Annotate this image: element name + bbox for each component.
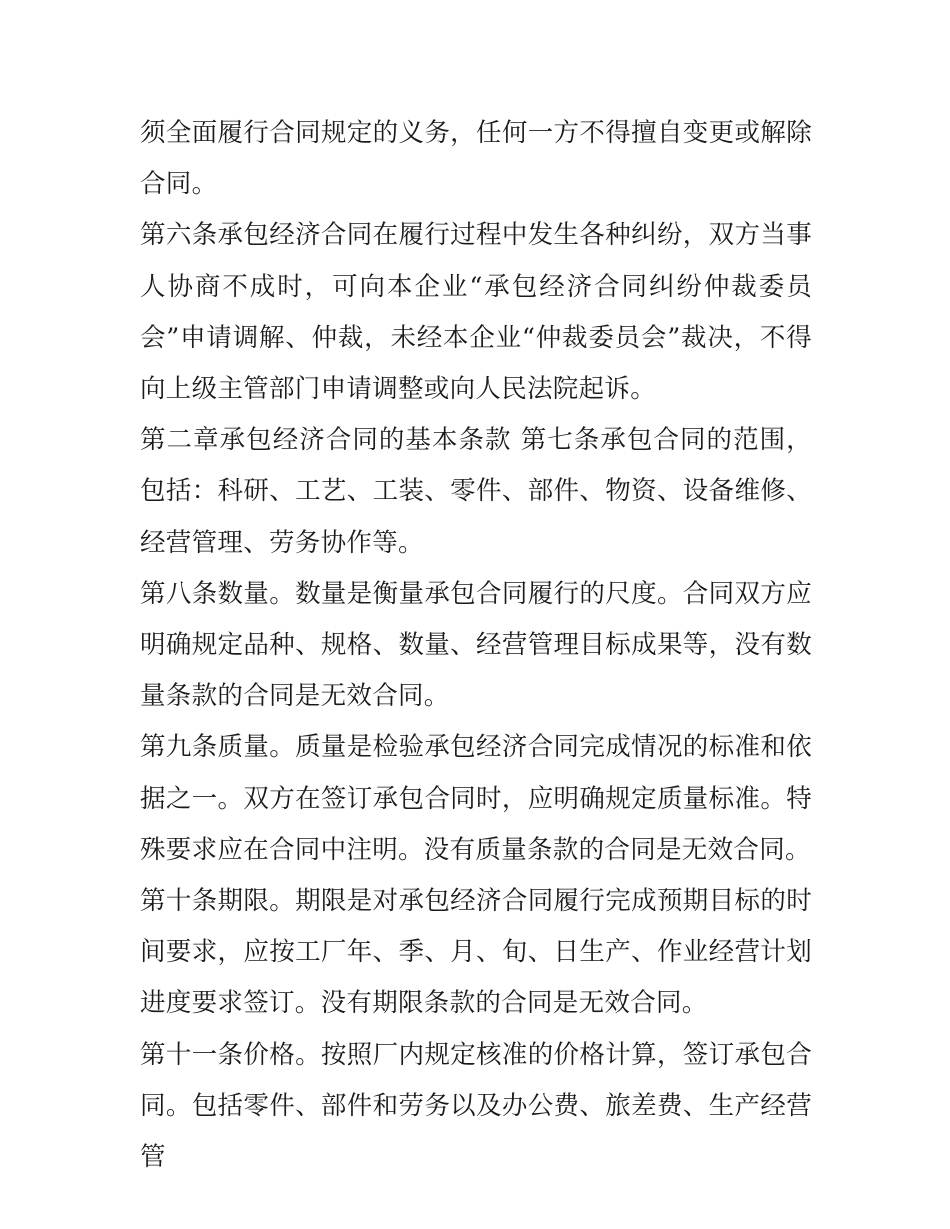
paragraph-article-8: 第八条数量。数量是衡量承包合同履行的尺度。合同双方应明确规定品种、规格、数量、经营管理目标成果等，没有数量条款的合同是无效合同。 — [140, 578, 812, 712]
document-body — [140, 108, 812, 1183]
paragraph-article-11: 第十一条价格。按照厂内规定核准的价格计算，签订承包合同。包括零件、部件和劳务以及办公费、旅差费、生产经营管 — [140, 1039, 812, 1173]
paragraph-article-6: 第六条承包经济合同在履行过程中发生各种纠纷，双方当事人协商不成时，可向本企业“承包经济合同纠纷仲裁委员会”申请调解、仲裁，未经本企业“仲裁委员会”裁决，不得向上级主管部门申请调整或向人民法院起诉。 — [140, 220, 812, 405]
paragraph-chapter-2-article-7: 第二章承包经济合同的基本条款 第七条承包合同的范围，包括：科研、工艺、工装、零件、部件、物资、设备维修、经营管理、劳务协作等。 — [140, 425, 812, 558]
paragraph-article-9: 第九条质量。质量是检验承包经济合同完成情况的标准和依据之一。双方在签订承包合同时，应明确规定质量标准。特殊要求应在合同中注明。没有质量条款的合同是无效合同。 — [140, 732, 812, 865]
paragraph-obligation-continued: 须全面履行合同规定的义务，任何一方不得擅自变更或解除合同。 — [140, 118, 812, 200]
paragraph-article-10: 第十条期限。期限是对承包经济合同履行完成预期目标的时间要求，应按工厂年、季、月、旬、日生产、作业经营计划进度要求签订。没有期限条款的合同是无效合同。 — [140, 886, 812, 1019]
